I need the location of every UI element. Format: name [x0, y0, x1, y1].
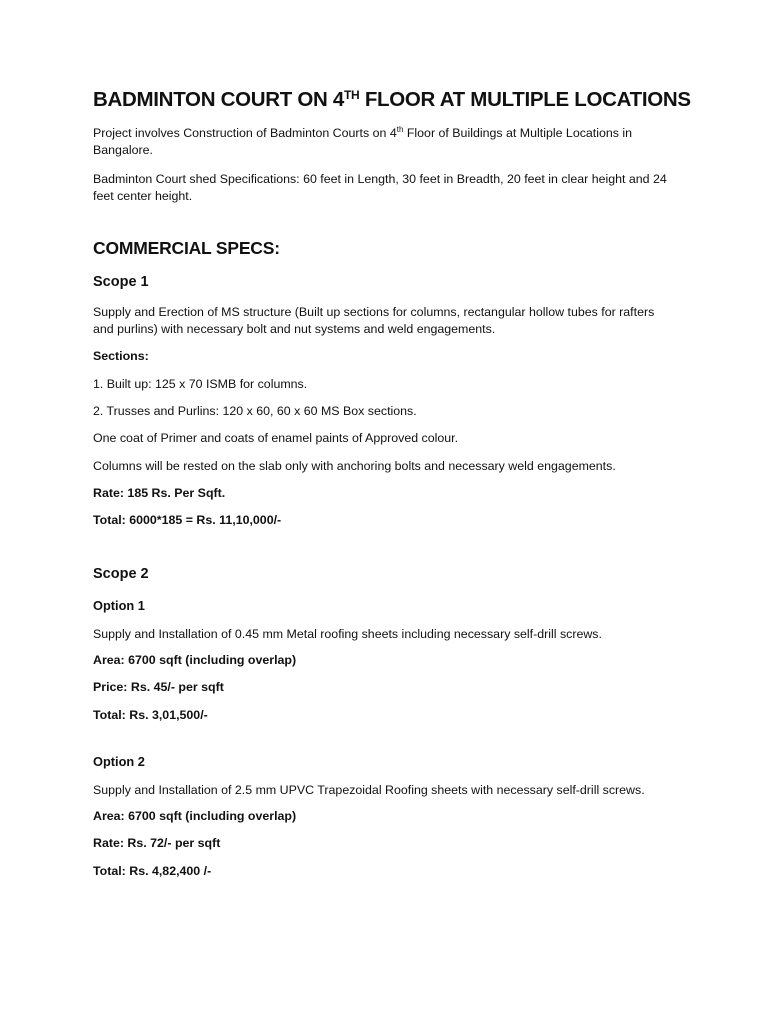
option-2-rate: Rate: Rs. 72/- per sqft: [93, 836, 221, 850]
scope-1-total: Total: 6000*185 = Rs. 11,10,000/-: [93, 513, 282, 527]
intro-text-rest: Floor of Buildings at Multiple Locations in Bangalore.: [93, 126, 633, 157]
sections-item-1: 1. Built up: 125 x 70 ISMB for columns.: [93, 377, 308, 391]
option-2-description: Supply and Installation of 2.5 mm UPVC Trapezoidal Roofing sheets with necessary self-drill screws.: [93, 783, 645, 797]
intro-text: Project involves Construction of Badminton Courts on 4: [93, 126, 397, 140]
commercial-specs-heading: COMMERCIAL SPECS:: [93, 238, 280, 258]
sections-label: Sections:: [93, 349, 149, 363]
intro-paragraph-2: Badminton Court shed Specifications: 60 feet in Length, 30 feet in Breadth, 20 feet in clear height and 24 feet center height.: [93, 172, 667, 203]
scope-2-heading: Scope 2: [93, 566, 149, 582]
intro-paragraph-1: [93, 125, 668, 159]
option-2-total: Total: Rs. 4,82,400 /-: [93, 864, 212, 878]
option-2-heading: Option 2: [93, 754, 145, 769]
scope-1-rate: Rate: 185 Rs. Per Sqft.: [93, 486, 226, 500]
columns-note: Columns will be rested on the slab only with anchoring bolts and necessary weld engagements.: [93, 459, 616, 473]
option-1-description: Supply and Installation of 0.45 mm Metal roofing sheets including necessary self-drill screws.: [93, 627, 602, 641]
title-superscript: TH: [344, 88, 360, 102]
option-1-total: Total: Rs. 3,01,500/-: [93, 708, 208, 722]
intro-superscript: th: [396, 125, 404, 134]
option-2-area: Area: 6700 sqft (including overlap): [93, 809, 297, 823]
option-1-price: Price: Rs. 45/- per sqft: [93, 680, 224, 694]
title-text: BADMINTON COURT ON 4: [93, 88, 345, 111]
scope-1-description: Supply and Erection of MS structure (Built up sections for columns, rectangular hollow tubes for rafters and purlins) with necessary bolt and nut systems and weld engagements.: [93, 305, 655, 336]
scope-1-heading: Scope 1: [93, 274, 149, 290]
document-title: [93, 88, 691, 112]
option-1-area: Area: 6700 sqft (including overlap): [93, 653, 297, 667]
option-1-heading: Option 1: [93, 598, 145, 613]
primer-note: One coat of Primer and coats of enamel paints of Approved colour.: [93, 431, 459, 445]
title-text-rest: FLOOR AT MULTIPLE LOCATIONS: [359, 88, 691, 111]
sections-item-2: 2. Trusses and Purlins: 120 x 60, 60 x 60 MS Box sections.: [93, 404, 417, 418]
